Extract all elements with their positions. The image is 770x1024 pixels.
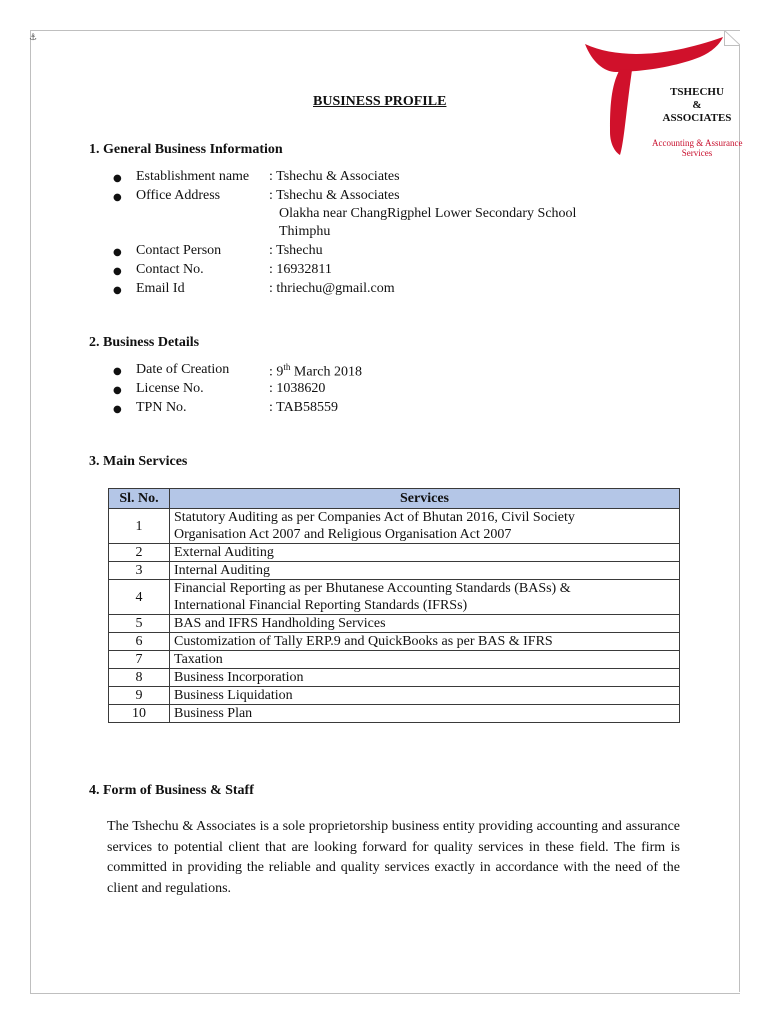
table-header-row (109, 489, 680, 509)
row-number: 7 (109, 651, 170, 669)
business-description: The Tshechu & Associates is a sole proprietorship business entity providing accounting and assurance services to potential client that are looking forward for quality services in these field. The firm is committed in providing the reliable and quality services exactly in accordance with the need of the client and regulations. (107, 819, 680, 896)
date-day: : 9 (269, 364, 284, 380)
row-service: External Auditing (170, 544, 680, 562)
services-table (108, 488, 680, 723)
row-service: Business Liquidation (170, 687, 680, 705)
info-label: Date of Creation (136, 362, 230, 377)
row-service (170, 509, 680, 544)
bullet-icon: ● (113, 385, 122, 396)
bullet-icon: ● (113, 404, 122, 415)
table-row (109, 705, 680, 723)
info-value (269, 362, 362, 381)
row-service: Internal Auditing (170, 562, 680, 580)
row-number: 4 (109, 580, 170, 615)
logo-tagline-line: Services (681, 148, 713, 158)
bullet-icon: ● (113, 366, 122, 377)
row-service (170, 580, 680, 615)
logo-name-line: & (692, 99, 702, 111)
info-value: : Tshechu (269, 243, 323, 258)
table-row (109, 687, 680, 705)
row-number: 10 (109, 705, 170, 723)
column-header-number: Sl. No. (109, 489, 170, 509)
logo-tagline-line: Accounting & Assurance (652, 138, 743, 148)
info-value: : 1038620 (269, 381, 326, 396)
table-row (109, 580, 680, 615)
info-value: : Tshechu & Associates (269, 169, 400, 184)
page-title: BUSINESS PROFILE (313, 94, 447, 109)
table-row (109, 633, 680, 651)
office-address-line: Olakha near ChangRigphel Lower Secondary School (279, 206, 577, 221)
table-row (109, 669, 680, 687)
info-value: : TAB58559 (269, 400, 339, 415)
section-heading-services: 3. Main Services (89, 454, 188, 469)
info-label: Contact No. (136, 262, 204, 277)
logo-tagline (652, 138, 742, 158)
anchor-icon: ⚓ (29, 33, 38, 43)
bullet-icon: ● (113, 266, 122, 277)
row-number: 6 (109, 633, 170, 651)
logo-name-line: TSHECHU (670, 86, 724, 98)
info-value: : thriechu@gmail.com (269, 281, 395, 296)
office-address-line: Thimphu (279, 224, 331, 239)
info-label: License No. (136, 381, 204, 396)
info-value: : 16932811 (269, 262, 332, 277)
table-row (109, 651, 680, 669)
info-label: Contact Person (136, 243, 222, 258)
row-number: 5 (109, 615, 170, 633)
row-service: Customization of Tally ERP.9 and QuickBooks as per BAS & IFRS (170, 633, 680, 651)
section-heading-details: 2. Business Details (89, 335, 200, 350)
bullet-icon: ● (113, 173, 122, 184)
service-line: International Financial Reporting Standards (IFRSs) (174, 598, 468, 613)
row-number: 2 (109, 544, 170, 562)
table-row (109, 562, 680, 580)
date-rest: March 2018 (290, 364, 362, 380)
table-row (109, 509, 680, 544)
section-heading-general: 1. General Business Information (89, 142, 283, 157)
row-service: Business Plan (170, 705, 680, 723)
row-service: Business Incorporation (170, 669, 680, 687)
info-label: Email Id (136, 281, 185, 296)
row-service: BAS and IFRS Handholding Services (170, 615, 680, 633)
row-number: 3 (109, 562, 170, 580)
bullet-icon: ● (113, 247, 122, 258)
row-number: 9 (109, 687, 170, 705)
service-line: Financial Reporting as per Bhutanese Accounting Standards (BASs) & (174, 581, 571, 596)
logo-name-line: ASSOCIATES (662, 112, 732, 124)
page-edge (739, 45, 740, 992)
service-line: Organisation Act 2007 and Religious Organisation Act 2007 (174, 527, 512, 542)
column-header-service: Services (170, 489, 680, 509)
table-row (109, 615, 680, 633)
info-label: TPN No. (136, 400, 187, 415)
bullet-icon: ● (113, 285, 122, 296)
section-heading-form: 4. Form of Business & Staff (89, 783, 254, 798)
row-number: 1 (109, 509, 170, 544)
table-row (109, 544, 680, 562)
info-label: Office Address (136, 188, 221, 203)
row-service: Taxation (170, 651, 680, 669)
logo-name (654, 86, 740, 125)
bullet-icon: ● (113, 192, 122, 203)
row-number: 8 (109, 669, 170, 687)
service-line: Statutory Auditing as per Companies Act of Bhutan 2016, Civil Society (174, 510, 575, 525)
info-value: : Tshechu & Associates (269, 188, 400, 203)
info-label: Establishment name (136, 169, 250, 184)
date-suffix: th (283, 362, 291, 372)
